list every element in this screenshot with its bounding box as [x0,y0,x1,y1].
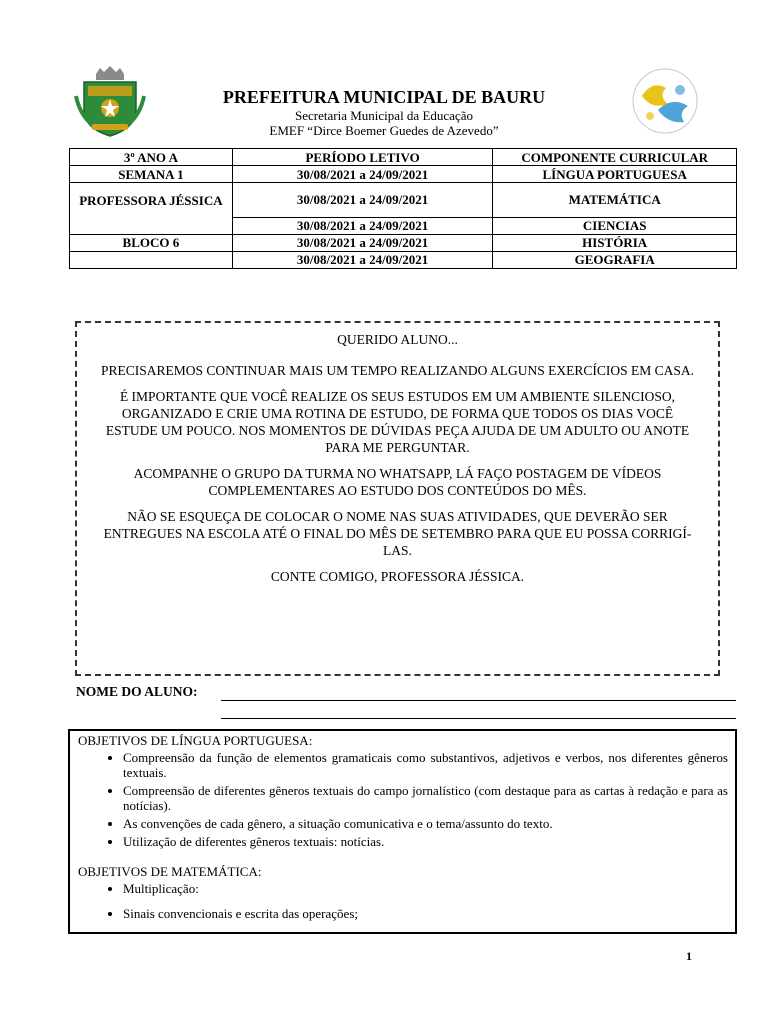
list-item: • Multiplicação: [123,881,728,896]
bauru-crest-logo [74,66,146,138]
table-cell: PERÍODO LETIVO [232,149,493,166]
student-name-label: NOME DO ALUNO: [76,684,198,699]
table-row [70,251,737,268]
table-cell: 30/08/2021 a 24/09/2021 [232,183,493,218]
table-cell: GEOGRAFIA [493,251,737,268]
math-objectives-list [78,881,728,921]
table-cell [70,251,233,268]
list-item: • Sinais convencionais e escrita das operações; [123,906,728,921]
page-number: 1 [686,949,692,963]
list-item: • As convenções de cada gênero, a situação comunicativa e o tema/assunto do texto. [123,816,728,831]
list-item: • Compreensão de diferentes gêneros textuais do campo jornalístico (com destaque para as cartas à redação e para as notícias). [123,783,728,813]
table-cell: BLOCO 6 [70,234,233,251]
table-cell: LÍNGUA PORTUGUESA [493,166,737,183]
table-cell [70,217,233,234]
table-cell: SEMANA 1 [70,166,233,183]
letter-paragraph: PRECISAREMOS CONTINUAR MAIS UM TEMPO REALIZANDO ALGUNS EXERCÍCIOS EM CASA. [100,363,695,378]
table-row [70,183,737,218]
table-cell: CIENCIAS [493,217,737,234]
table-cell: 30/08/2021 a 24/09/2021 [232,234,493,251]
table-cell: 3º ANO A [70,149,233,166]
letter-paragraph: É IMPORTANTE QUE VOCÊ REALIZE OS SEUS ESTUDOS EM UM AMBIENTE SILENCIOSO, ORGANIZADO E CRIE UMA ROTINA DE ESTUDO, DE FORMA QUE TODOS OS DIAS VOCÊ ESTUDE UM POUCO. NOS MOMENTOS DE DÚVIDAS PEÇA AJUDA DE UM ADULTO OU ANOTE PARA ME PERGUNTAR. [105,389,690,455]
secretariat-line: Secretaria Municipal da Educação [295,108,473,123]
table-cell: 30/08/2021 a 24/09/2021 [232,166,493,183]
objectives-box [68,729,737,934]
school-logo [628,66,702,136]
table-row [70,166,737,183]
school-name-line: EMEF “Dirce Boemer Guedes de Azevedo” [269,123,499,138]
table-cell: 30/08/2021 a 24/09/2021 [232,251,493,268]
schedule-table [69,148,737,269]
math-objectives-title: OBJETIVOS DE MATEMÁTICA: [78,864,262,879]
table-row [70,149,737,166]
letter-paragraph: NÃO SE ESQUEÇA DE COLOCAR O NOME NAS SUAS ATIVIDADES, QUE DEVERÃO SER ENTREGUES NA ESCOLA ATÉ O FINAL DO MÊS DE SETEMBRO PARA QUE EU POSSA CORRIGÍ-LAS. [103,509,692,558]
list-item: • Utilização de diferentes gêneros textuais: notícias. [123,834,728,849]
municipality-title: PREFEITURA MUNICIPAL DE BAURU [222,87,546,107]
letter-paragraph: ACOMPANHE O GRUPO DA TURMA NO WHATSAPP, LÁ FAÇO POSTAGEM DE VÍDEOS COMPLEMENTARES AO ESTUDO DOS CONTEÚDOS DO MÊS. [133,466,662,498]
student-letter-box [75,321,720,676]
table-cell: COMPONENTE CURRICULAR [493,149,737,166]
list-item: • Compreensão da função de elementos gramaticais como substantivos, adjetivos e verbos, nos diferentes gêneros textuais. [123,750,728,780]
table-cell: HISTÓRIA [493,234,737,251]
document-header [150,86,618,138]
letter-signature: CONTE COMIGO, PROFESSORA JÉSSICA. [270,569,525,584]
letter-greeting: QUERIDO ALUNO... [337,332,458,347]
table-cell: MATEMÁTICA [493,183,737,218]
table-row [70,217,737,234]
table-cell: 30/08/2021 a 24/09/2021 [232,217,493,234]
student-name-line-2[interactable] [221,718,736,719]
portuguese-objectives-list [78,750,728,849]
table-cell: PROFESSORA JÉSSICA [70,183,233,218]
portuguese-objectives-title: OBJETIVOS DE LÍNGUA PORTUGUESA: [78,733,313,748]
student-name-line[interactable] [221,700,736,701]
table-row [70,234,737,251]
